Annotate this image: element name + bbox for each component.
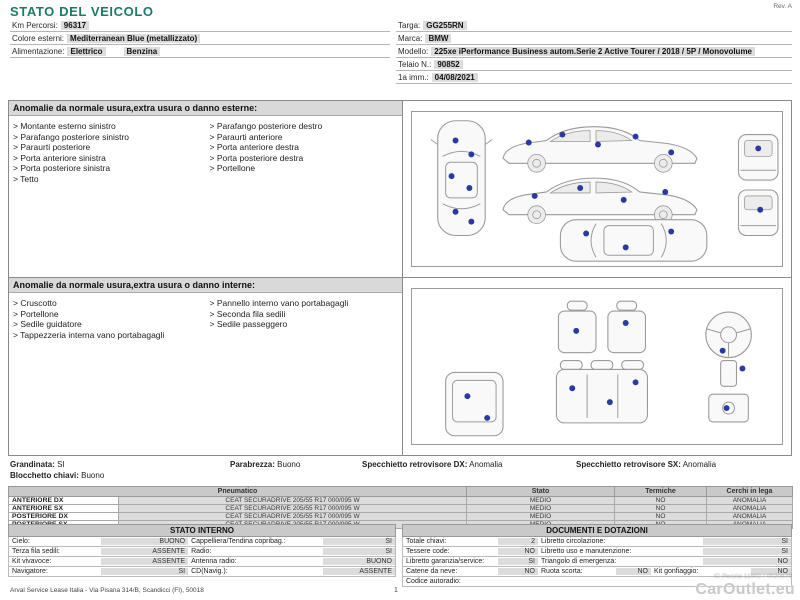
tyres-header-pneumatico: Pneumatico bbox=[9, 487, 467, 497]
condition-value: SI bbox=[57, 460, 65, 469]
info-value: Benzina bbox=[124, 47, 161, 56]
tyres-header-stato: Stato bbox=[467, 487, 615, 497]
field-value: 2 bbox=[498, 538, 538, 545]
field-value: NO bbox=[703, 558, 791, 565]
info-label: Modello: bbox=[398, 47, 429, 56]
info-value: BMW bbox=[425, 34, 451, 43]
vehicle-info-row bbox=[10, 19, 390, 32]
vehicle-info-row bbox=[396, 58, 792, 71]
tyres-header-row bbox=[9, 487, 793, 497]
documenti-title: DOCUMENTI E DOTAZIONI bbox=[402, 524, 792, 537]
tyre-row bbox=[9, 513, 793, 521]
info-value: 90852 bbox=[434, 60, 462, 69]
car-top-view-horizontal bbox=[560, 220, 706, 262]
condition-value: Anomalia bbox=[682, 460, 717, 469]
field-label: Codice autoradio: bbox=[406, 578, 461, 585]
field-value: SI bbox=[703, 538, 791, 545]
watermark-caroutlet: CarOutlet.eu bbox=[695, 581, 795, 598]
stato-interno-table bbox=[8, 524, 396, 577]
tyre-termiche: NO bbox=[615, 497, 707, 505]
field-label: Libretto uso e manutenzione: bbox=[541, 548, 632, 555]
condition-blocchetto-chiavi bbox=[10, 471, 104, 480]
tyre-cerchi: ANOMALIA bbox=[707, 505, 793, 513]
field-value: NO bbox=[498, 568, 538, 575]
anomaly-item: > Cruscotto bbox=[13, 298, 202, 309]
car-front-view bbox=[738, 190, 778, 236]
info-label: Alimentazione: bbox=[12, 47, 65, 56]
tyre-position: ANTERIORE DX bbox=[9, 497, 119, 505]
anomaly-item: > Paraurti posteriore bbox=[13, 142, 202, 153]
field-value: BUONO bbox=[323, 558, 395, 565]
interior-damage-diagram bbox=[412, 289, 782, 444]
field-value: SI bbox=[498, 558, 538, 565]
field-label: Catene da neve: bbox=[406, 568, 458, 575]
tyre-description: CEAT SECURADRIVE 205/55 R17 000/095 W bbox=[119, 505, 467, 513]
revision-label: Rev. A bbox=[773, 3, 792, 10]
field-value: BUONO bbox=[101, 538, 189, 545]
field-value: ASSENTE bbox=[101, 558, 189, 565]
anomaly-item: > Porta posteriore destra bbox=[210, 153, 399, 164]
tyre-position: ANTERIORE SX bbox=[9, 505, 119, 513]
car-side-view-top bbox=[503, 127, 697, 173]
field-label: Terza fila sedili: bbox=[12, 548, 60, 555]
interior-anomalies-section bbox=[9, 278, 791, 455]
field-label: Cielo: bbox=[12, 538, 30, 545]
condition-label: Parabrezza: bbox=[230, 460, 275, 469]
condition-specchietto-sx bbox=[576, 460, 716, 469]
tyre-description: CEAT SECURADRIVE 205/55 R17 000/095 W bbox=[119, 513, 467, 521]
info-label: Km Percorsi: bbox=[12, 21, 58, 30]
vehicle-info-row bbox=[10, 32, 390, 45]
condition-value: Buono bbox=[81, 471, 105, 480]
info-label: Colore esterni: bbox=[12, 34, 65, 43]
field-label: Navigatore: bbox=[12, 568, 48, 575]
anomaly-item: > Seconda fila sedili bbox=[210, 309, 399, 320]
vehicle-info-left bbox=[10, 19, 390, 58]
condition-label: Blocchetto chiavi: bbox=[10, 471, 79, 480]
tyre-termiche: NO bbox=[615, 505, 707, 513]
field-label: Totale chiavi: bbox=[406, 538, 447, 545]
rear-seats bbox=[556, 361, 647, 423]
anomaly-item: > Parafango posteriore sinistro bbox=[13, 132, 202, 143]
info-value: Elettrico bbox=[67, 47, 105, 56]
footer-page-number: 1 bbox=[394, 587, 398, 594]
field-value: NO bbox=[616, 568, 651, 575]
interior-diagram-area bbox=[403, 278, 791, 455]
anomaly-item: > Sedile passeggero bbox=[210, 319, 399, 330]
vehicle-info-row bbox=[396, 32, 792, 45]
condition-label: Specchietto retrovisore SX: bbox=[576, 460, 681, 469]
trunk-view bbox=[446, 372, 503, 435]
steering-wheel bbox=[706, 312, 752, 386]
anomaly-item: > Montante esterno sinistro bbox=[13, 121, 202, 132]
field-value: SI bbox=[323, 548, 395, 555]
info-value: 04/08/2021 bbox=[432, 73, 478, 82]
field-label: Kit gonfiaggio: bbox=[654, 568, 699, 575]
condition-specchietto-dx bbox=[362, 460, 503, 469]
section-header: Anomalie da normale usura,extra usura o danno interne: bbox=[9, 278, 402, 293]
anomaly-item: > Porta posteriore sinistra bbox=[13, 163, 202, 174]
interior-anomalies-col2 bbox=[210, 298, 399, 340]
vehicle-info-row bbox=[396, 71, 792, 84]
vehicle-info-row bbox=[396, 19, 792, 32]
vehicle-info-right bbox=[396, 19, 792, 84]
anomaly-item: > Portellone bbox=[13, 309, 202, 320]
field-value: NO bbox=[498, 548, 538, 555]
car-side-view-bottom bbox=[503, 178, 697, 224]
table-row bbox=[402, 557, 792, 567]
field-label: Radio: bbox=[191, 548, 212, 555]
exterior-damage-diagram bbox=[412, 112, 782, 266]
field-label: Libretto circolazione: bbox=[541, 538, 606, 545]
table-row bbox=[402, 537, 792, 547]
info-value: 96317 bbox=[61, 21, 89, 30]
stato-interno-title: STATO INTERNO bbox=[8, 524, 396, 537]
field-value: ASSENTE bbox=[323, 568, 395, 575]
exterior-anomalies-list bbox=[9, 101, 403, 277]
car-top-view-vertical bbox=[431, 121, 492, 236]
anomaly-item: > Portellone bbox=[210, 163, 399, 174]
field-label: Libretto garanzia/service: bbox=[406, 558, 485, 565]
tyre-cerchi: ANOMALIA bbox=[707, 513, 793, 521]
info-label: Marca: bbox=[398, 34, 423, 43]
field-value: NO bbox=[751, 568, 791, 575]
exterior-anomalies-section bbox=[9, 101, 791, 278]
anomaly-item: > Tappezzeria interna vano portabagagli bbox=[13, 330, 202, 341]
info-label: Targa: bbox=[398, 21, 421, 30]
tyre-description: CEAT SECURADRIVE 205/55 R17 000/095 W bbox=[119, 497, 467, 505]
condition-parabrezza bbox=[230, 460, 300, 469]
condition-grandinata bbox=[10, 460, 65, 469]
anomaly-item: > Paraurti anteriore bbox=[210, 132, 399, 143]
condition-value: Buono bbox=[277, 460, 301, 469]
field-label: Ruota scorta: bbox=[541, 568, 583, 575]
field-label: Cappelliera/Tendina copribag.: bbox=[191, 538, 286, 545]
tyre-stato: MEDIO bbox=[467, 513, 615, 521]
footer-company: Arval Service Lease Italia - Via Pisana 314/B, Scandicci (FI), 50018 bbox=[10, 587, 204, 594]
vehicle-info-row bbox=[396, 45, 792, 58]
condition-label: Grandinata: bbox=[10, 460, 55, 469]
info-value: GG255RN bbox=[423, 21, 466, 30]
tyre-stato: MEDIO bbox=[467, 497, 615, 505]
interior-anomalies-col1 bbox=[13, 298, 202, 340]
table-row bbox=[8, 547, 396, 557]
condition-value: Anomalia bbox=[469, 460, 503, 469]
anomaly-item: > Pannello interno vano portabagagli bbox=[210, 298, 399, 309]
anomaly-item: > Porta anteriore sinistra bbox=[13, 153, 202, 164]
condition-label: Specchietto retrovisore DX: bbox=[362, 460, 468, 469]
tyre-cerchi: ANOMALIA bbox=[707, 497, 793, 505]
table-row bbox=[402, 547, 792, 557]
field-value: SI bbox=[323, 538, 395, 545]
tyres-table bbox=[8, 486, 793, 529]
tyres-header-cerchi: Cerchi in lega bbox=[707, 487, 793, 497]
anomaly-item: > Porta anteriore destra bbox=[210, 142, 399, 153]
anomaly-item: > Sedile guidatore bbox=[13, 319, 202, 330]
interior-anomalies-list bbox=[9, 278, 403, 455]
field-label: Kit vivavoce: bbox=[12, 558, 52, 565]
table-row bbox=[8, 557, 396, 567]
field-label: Tessere code: bbox=[406, 548, 450, 555]
field-value: SI bbox=[703, 548, 791, 555]
field-value: ASSENTE bbox=[101, 548, 189, 555]
table-row bbox=[8, 537, 396, 547]
tyre-stato: MEDIO bbox=[467, 505, 615, 513]
info-label: 1a imm.: bbox=[398, 73, 429, 82]
info-value: Mediterranean Blue (metallizzato) bbox=[67, 34, 200, 43]
tyre-row bbox=[9, 505, 793, 513]
front-seats bbox=[558, 301, 645, 352]
field-label: Triangolo di emergenza: bbox=[541, 558, 617, 565]
table-row bbox=[8, 567, 396, 577]
field-value: SI bbox=[101, 568, 189, 575]
exterior-anomalies-col1 bbox=[13, 121, 202, 184]
tyre-termiche: NO bbox=[615, 513, 707, 521]
tyres-header-termiche: Termiche bbox=[615, 487, 707, 497]
anomalies-box bbox=[8, 100, 792, 456]
anomaly-item: > Parafango posteriore destro bbox=[210, 121, 399, 132]
car-rear-view bbox=[738, 135, 778, 181]
footer-id-text: ID Perizia 11502 / 0020879 bbox=[713, 573, 792, 580]
field-label: CD(Navig.): bbox=[191, 568, 228, 575]
info-label: Telaio N.: bbox=[398, 60, 432, 69]
exterior-diagram-area bbox=[403, 101, 791, 277]
page-title: STATO DEL VEICOLO bbox=[10, 4, 154, 19]
exterior-anomalies-col2 bbox=[210, 121, 399, 184]
field-label: Antenna radio: bbox=[191, 558, 237, 565]
anomaly-item: > Tetto bbox=[13, 174, 202, 185]
section-header: Anomalie da normale usura,extra usura o danno esterne: bbox=[9, 101, 402, 116]
tyre-row bbox=[9, 497, 793, 505]
vehicle-info-row bbox=[10, 45, 390, 58]
info-value: 225xe iPerformance Business autom.Serie 2 Active Tourer / 2018 / 5P / Monovolume bbox=[431, 47, 755, 56]
tyre-position: POSTERIORE DX bbox=[9, 513, 119, 521]
